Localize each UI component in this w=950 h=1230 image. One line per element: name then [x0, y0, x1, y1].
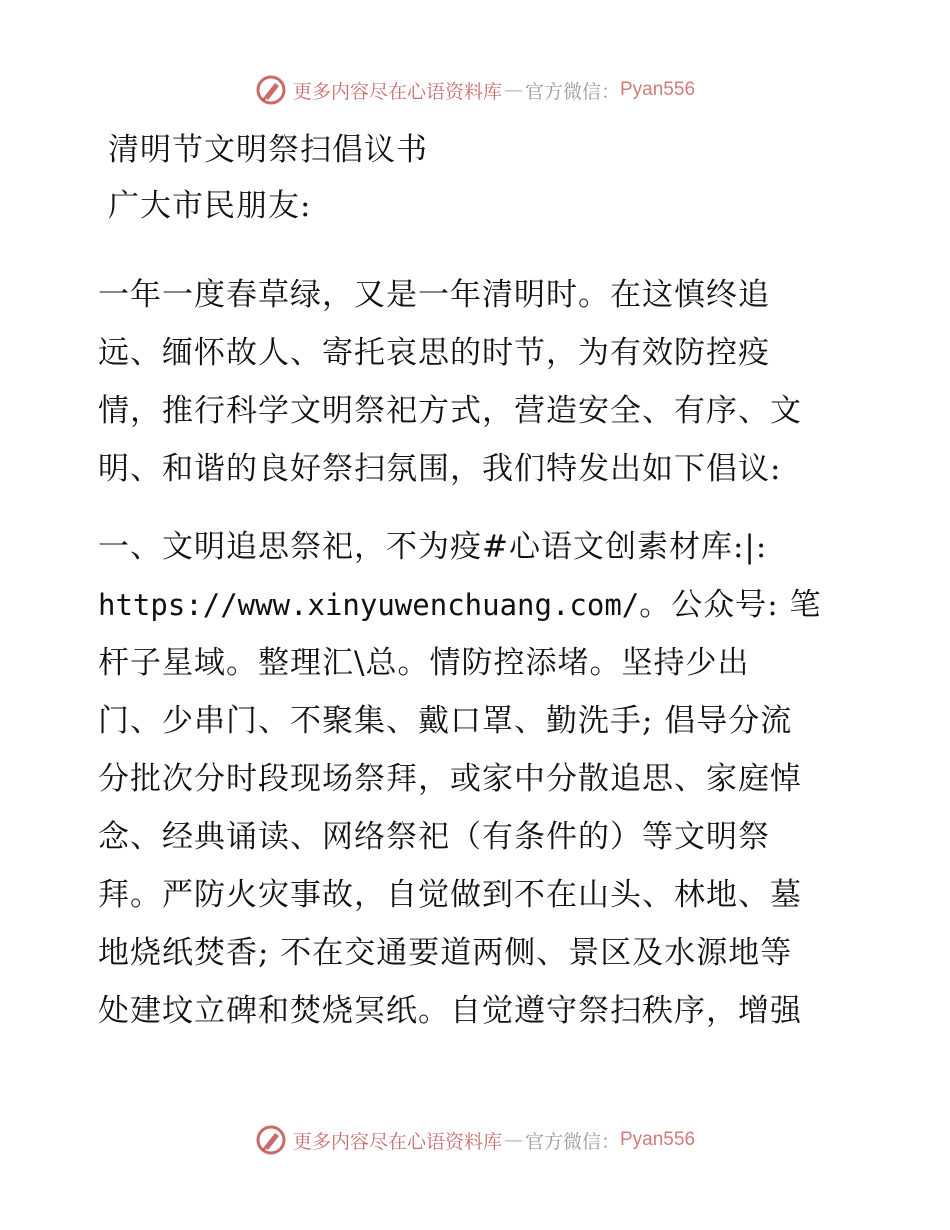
watermark-text: 更多内容尽在心语资料库: [292, 80, 502, 103]
watermark-text: 更多内容尽在心语资料库: [292, 1130, 502, 1153]
paragraph-point-one: [98, 518, 858, 1040]
watermark-separator: —: [503, 1129, 523, 1151]
paragraph-line: 分批次分时段现场祭拜，或家中分散追思、家庭悼: [98, 761, 802, 797]
paragraph-line: 远、缅怀故人、寄托哀思的时节，为有效防控疫: [98, 335, 770, 371]
watermark-contact: 官方微信：: [524, 1130, 620, 1153]
paragraph-line: 地烧纸焚香; 不在交通要道两侧、景区及水源地等: [98, 935, 793, 971]
footer-watermark: [0, 1120, 950, 1160]
watermark-separator: —: [503, 79, 523, 101]
document-title: 清明节文明祭扫倡议书: [108, 132, 428, 168]
paragraph-line: 情，推行科学文明祭祀方式，营造安全、有序、文: [98, 393, 802, 429]
paragraph-intro: [98, 266, 858, 498]
paragraph-line: 明、和谐的良好祭扫氛围，我们特发出如下倡议:: [98, 451, 782, 487]
header-watermark: [0, 70, 950, 110]
website-link[interactable]: https://www.xinyuwenchuang.com/: [98, 588, 640, 622]
paragraph-line: 拜。严防火灾事故，自觉做到不在山头、林地、墓: [98, 877, 802, 913]
paragraph-line-url: [98, 576, 858, 634]
paragraph-line: 杆子星域。整理汇\总。情防控添堵。坚持少出: [98, 645, 750, 681]
paragraph-line: 门、少串门、不聚集、戴口罩、勤洗手; 倡导分流: [98, 703, 793, 739]
watermark-contact: 官方微信：: [524, 80, 620, 103]
watermark-id: Pyan556: [620, 1129, 696, 1150]
paragraph-line-tail: 。公众号: 笔: [639, 587, 822, 623]
pen-logo-icon: [255, 74, 287, 106]
paragraph-line: 处建坟立碑和焚烧冥纸。自觉遵守祭扫秩序，增强: [98, 993, 802, 1029]
watermark-id: Pyan556: [620, 79, 696, 100]
paragraph-line: 念、经典诵读、网络祭祀（有条件的）等文明祭: [98, 819, 770, 855]
paragraph-line: 一年一度春草绿，又是一年清明时。在这慎终追: [98, 277, 770, 313]
salutation: 广大市民朋友:: [108, 188, 312, 224]
pen-logo-icon: [255, 1124, 287, 1156]
paragraph-line: 一、文明追思祭祀，不为疫#心语文创素材库:|:: [98, 529, 768, 565]
